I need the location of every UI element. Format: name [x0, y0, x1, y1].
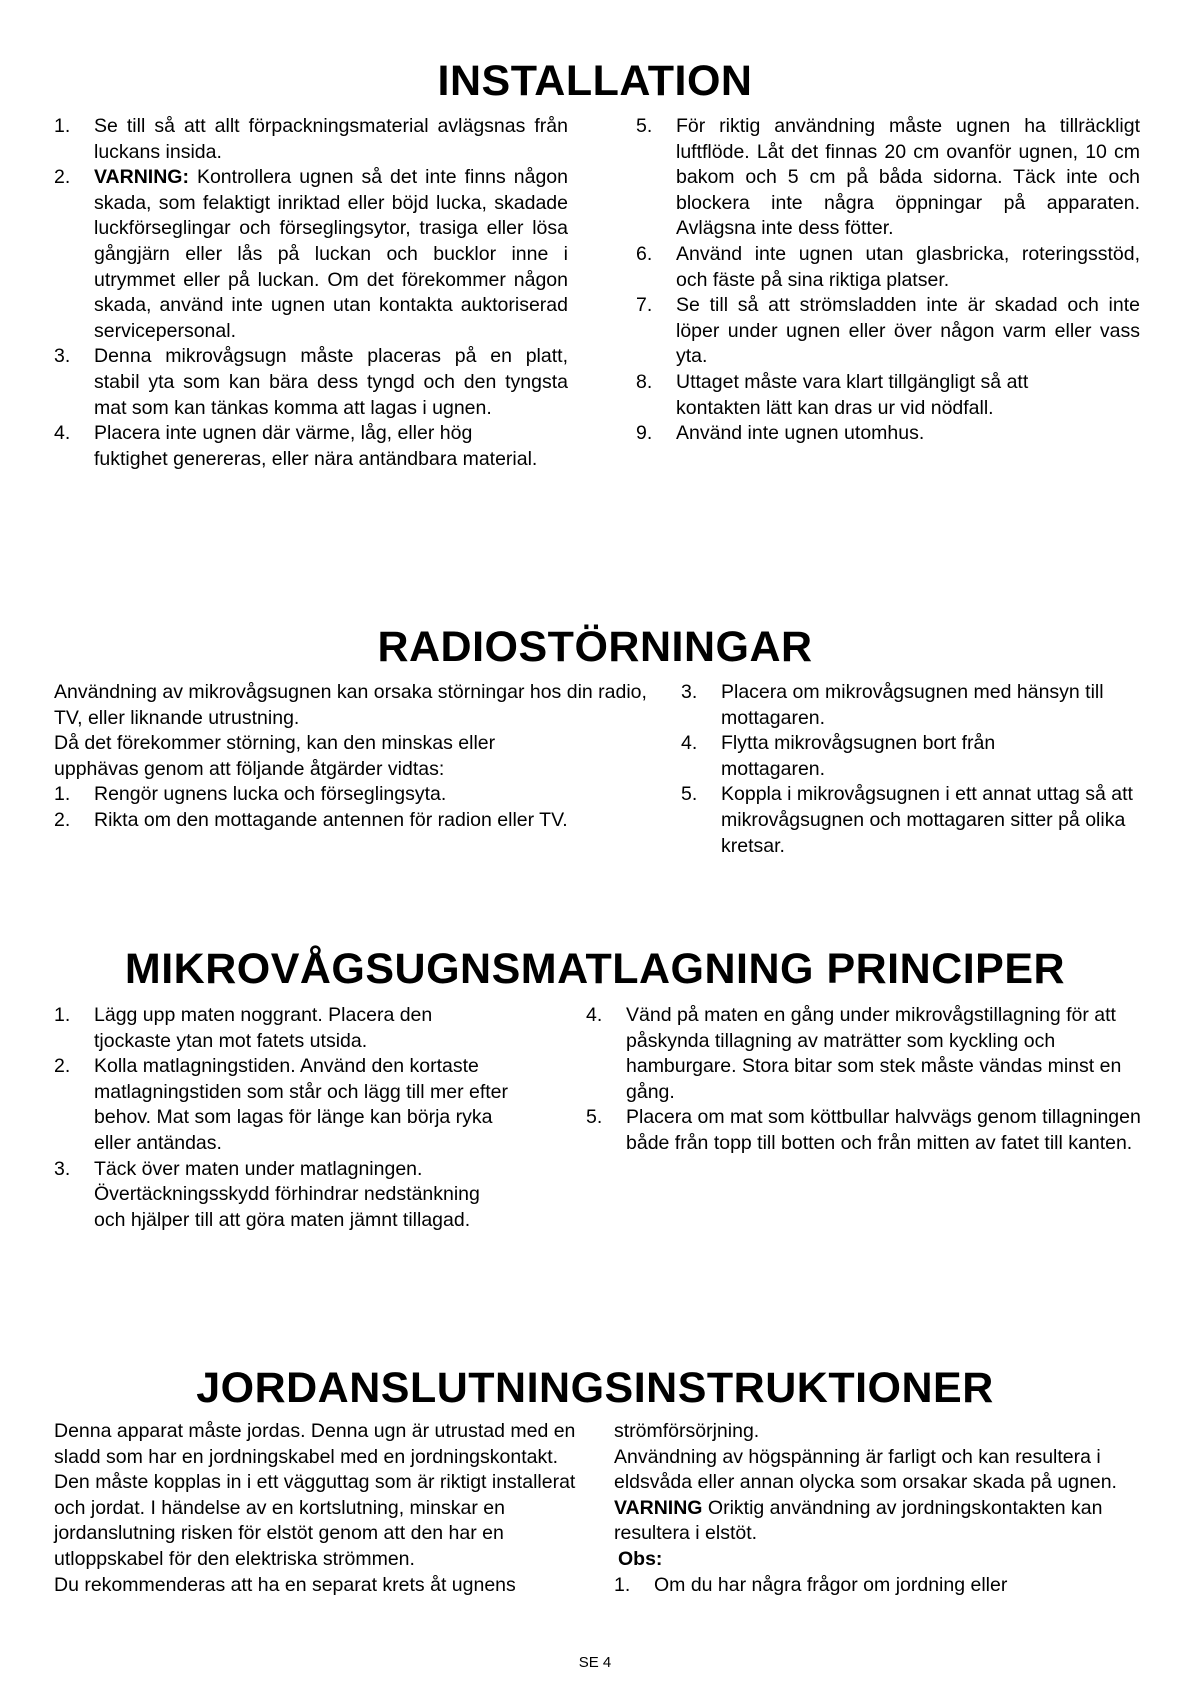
- list-item: 2. VARNING: Kontrollera ugnen så det inte finns någon skada, som felaktigt inriktad eller böjd lucka, skadade luckförseglingar och förseglingsytor, trasiga eller lösa gångjärn eller lås på luckan och bucklor inne i utrymmet eller på luckan. Om det förekommer någon skada, använd inte ugnen utan kontakta auktoriserad servicepersonal.: [54, 166, 568, 342]
- list-item: 5. För riktig användning måste ugnen ha tillräckligt luftflöde. Låt det finnas 20 cm ovanför ugnen, 10 cm bakom och 5 cm på båda sidorna. Täck inte och blockera inte några öppningar på apparaten. Avlägsna inte dess fötter.: [636, 115, 1140, 240]
- grounding-paragraph-1: Denna apparat måste jordas. Denna ugn är utrustad med en sladd som har en jordningskabel med en jordningskontakt.: [54, 1420, 576, 1468]
- radio-heading: RADIOSTÖRNINGAR: [377, 623, 813, 671]
- radio-intro-1: Användning av mikrovågsugnen kan orsaka störningar hos din radio, TV, eller liknande utrustning.: [54, 681, 647, 729]
- grounding-right-column: [614, 1419, 1144, 1598]
- grounding-paragraph-3: Du rekommenderas att ha en separat krets åt ugnens: [54, 1573, 516, 1596]
- list-item: 3. Denna mikrovågsugn måste placeras på en platt, stabil yta som kan bära dess tyngd och den tyngsta mat som kan tänkas komma att lagas i ugnen.: [54, 345, 568, 419]
- obs-label: Obs:: [618, 1547, 663, 1570]
- list-item: 9. Använd inte ugnen utomhus.: [636, 422, 925, 445]
- warning-label: VARNING:: [94, 166, 189, 189]
- list-item: 1. Se till så att allt förpackningsmaterial avlägsnas från luckans insida.: [54, 115, 568, 163]
- list-item: 7. Se till så att strömsladden inte är skadad och inte löper under ugnen eller över någon varm eller vass yta.: [636, 294, 1140, 368]
- grounding-paragraph-4: strömförsörjning.: [614, 1420, 760, 1442]
- principles-right-column: [586, 1003, 1142, 1157]
- list-item: 5. Placera om mat som köttbullar halvvägs genom tillagningen både från topp till botten och från mitten av fatet till kanten.: [586, 1106, 1141, 1154]
- page-number: SE 4: [578, 1654, 612, 1671]
- list-item: 3. Placera om mikrovågsugnen med hänsyn till mottagaren.: [681, 681, 1104, 729]
- list-item: 5. Koppla i mikrovågsugnen i ett annat uttag så att mikrovågsugnen och mottagaren sitter på olika kretsar.: [681, 783, 1133, 857]
- list-item: 2. Kolla matlagningstiden. Använd den kortaste matlagningstiden som står och lägg till mer efter behov. Mat som lagas för länge kan börja ryka eller antändas.: [54, 1055, 509, 1154]
- installation-right-column: [636, 114, 1140, 447]
- grounding-heading: JORDANSLUTNINGSINSTRUKTIONER: [196, 1364, 994, 1412]
- grounding-paragraph-5: Användning av högspänning är farligt och kan resultera i eldsvåda eller annan olycka som orsakar skada på ugnen.: [614, 1445, 1117, 1494]
- list-item: 2. Rikta om den mottagande antennen för radion eller TV.: [54, 808, 568, 831]
- list-item: 4. Placera inte ugnen där värme, låg, eller hög fuktighet genereras, eller nära antändbara material.: [54, 422, 538, 470]
- list-item: 4. Flytta mikrovågsugnen bort från mottagaren.: [681, 732, 996, 780]
- principles-heading: MIKROVÅGSUGNSMATLAGNING PRINCIPER: [124, 945, 1066, 993]
- list-item: 1. Lägg upp maten noggrant. Placera den tjockaste ytan mot fatets utsida.: [54, 1004, 433, 1052]
- list-item: 8. Uttaget måste vara klart tillgängligt så att kontakten lätt kan dras ur vid nödfall.: [636, 370, 1029, 419]
- grounding-warning: VARNING Oriktig användning av jordningskontakten kan resultera i elstöt.: [614, 1496, 1103, 1545]
- installation-left-column: [54, 114, 568, 472]
- radio-intro-2: Då det förekommer störning, kan den minskas eller upphävas genom att följande åtgärder vidtas:: [54, 732, 496, 780]
- installation-heading: INSTALLATION: [437, 57, 753, 105]
- list-item: 1. Rengör ugnens lucka och förseglingsyta.: [54, 783, 447, 806]
- warning-label: VARNING: [614, 1496, 703, 1519]
- principles-left-column: [54, 1003, 534, 1233]
- list-item: 3. Täck över maten under matlagningen. Övertäckningsskydd förhindrar nedstänkning och hjälper till att göra maten jämnt tillagad.: [54, 1157, 480, 1231]
- list-item: 4. Vänd på maten en gång under mikrovågstillagning för att påskynda tillagning av maträtter som kyckling och hamburgare. Stora bitar som stek måste vändas minst en gång.: [586, 1004, 1122, 1103]
- radio-left-column: [54, 680, 654, 834]
- list-item: 6. Använd inte ugnen utan glasbricka, roteringsstöd, och fäste på sina riktiga platser.: [636, 242, 1140, 291]
- radio-right-column: [681, 680, 1141, 859]
- grounding-paragraph-2: Den måste kopplas in i ett vägguttag som är riktigt installerat och jordat. I händelse av en kortslutning, minskar en jordanslutning risken för elstöt genom att den har en utloppskabel för den elektriska strömmen.: [54, 1471, 576, 1570]
- grounding-left-column: [54, 1419, 594, 1598]
- list-item: 1. Om du har några frågor om jordning eller: [614, 1573, 1008, 1596]
